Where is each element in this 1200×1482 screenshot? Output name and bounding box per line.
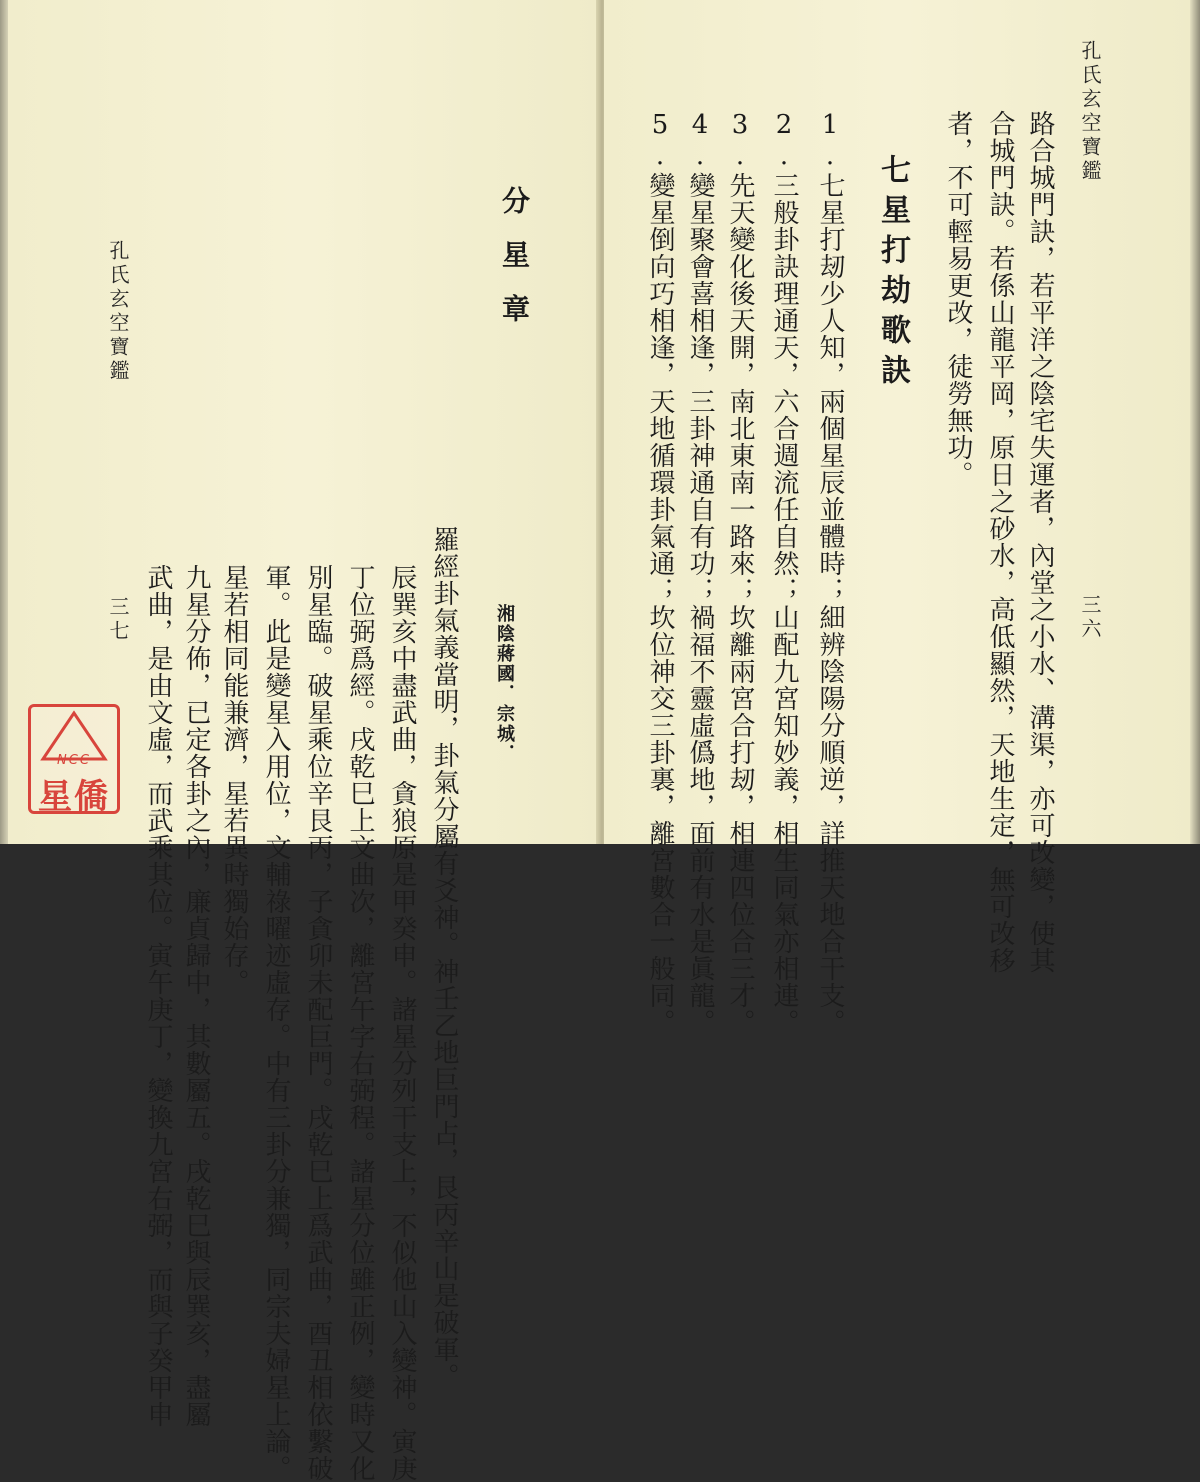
verse-5: 5.變星倒向巧相逢，天地循環卦氣通；坎位神交三卦裏，離宮數合一般同。 bbox=[645, 110, 675, 1036]
left-paragraph-1: 羅經卦氣義當明，卦氣分屬有爻神。神壬乙地巨門占，艮丙辛山是破軍。 bbox=[429, 526, 459, 1390]
left-paragraph-8: 武曲，是由文虛，而武乘其位。寅午庚丁，變換九宮右弼，而與子癸甲申 bbox=[143, 564, 173, 1428]
stamp-ncc-text: NCC bbox=[57, 753, 91, 768]
right-paragraph-1: 路合城門訣，若平洋之陰宅失運者，內堂之小水、溝渠，亦可改變，使其 bbox=[1025, 110, 1055, 974]
author-line: 湘陰蔣國．宗城． bbox=[494, 604, 515, 764]
left-paragraph-4: 別星臨。破星乘位辛艮丙，子貪卯未配巨門。戌乾巳上爲武曲，酉丑相依繫破 bbox=[303, 564, 333, 1482]
verse-3: 3.先天變化後天開，南北東南一路來；坎離兩宮合打刼，相連四位合三才。 bbox=[725, 110, 755, 1036]
section-title-qi-xing-da-jie: 七星打劫歌訣 bbox=[875, 154, 910, 394]
stamp-name-text: 星僑 bbox=[38, 777, 110, 817]
left-paragraph-2: 辰巽亥中盡武曲，貪狼原是甲癸申。諸星分列干支上，不似他山入變神。寅庚 bbox=[387, 564, 417, 1482]
left-paragraph-5: 軍。此是變星入用位，文輔祿曜迹虛存。中有三卦分兼獨，同宗夫婦星上論。 bbox=[261, 564, 291, 1482]
right-paragraph-3: 者，不可輕易更改，徒勞無功。 bbox=[943, 110, 973, 488]
verse-2: 2.三般卦訣理通天，六合週流任自然；山配九宮知妙義，相生同氣亦相連。 bbox=[769, 110, 799, 1036]
left-page-header: 孔氏玄空寶鑑 bbox=[106, 240, 130, 384]
left-paragraph-3: 丁位弼爲經。戌乾巳上文曲次，離宮午字右弼程。諸星分位雖正例，變時又化 bbox=[345, 564, 375, 1482]
right-paragraph-2: 合城門訣。若係山龍平岡，原日之砂水，高低顯然，天地生定，無可改移 bbox=[985, 110, 1015, 974]
right-page-header: 孔氏玄空寶鑑 bbox=[1078, 40, 1102, 184]
left-paragraph-7: 九星分佈，已定各卦之內，廉貞歸中，其數屬五。戌乾巳與辰巽亥，盡屬 bbox=[181, 564, 211, 1428]
right-page-number: 三六 bbox=[1078, 594, 1102, 642]
verse-1: 1.七星打刼少人知，兩個星辰並體時；細辨陰陽分順逆，詳推天地合干支。 bbox=[815, 110, 845, 1036]
section-title-fen-xing-zhang: 分星章 bbox=[498, 186, 531, 348]
ncc-watermark-stamp bbox=[28, 704, 120, 817]
left-page-number: 三七 bbox=[106, 596, 130, 644]
verse-4: 4.變星聚會喜相逢，三卦神通自有功；禍福不靈虛僞地，面前有水是眞龍。 bbox=[685, 110, 715, 1036]
left-paragraph-6: 星若相同能兼濟，星若異時獨始存。 bbox=[219, 564, 249, 996]
book-edge-right bbox=[1190, 0, 1200, 844]
